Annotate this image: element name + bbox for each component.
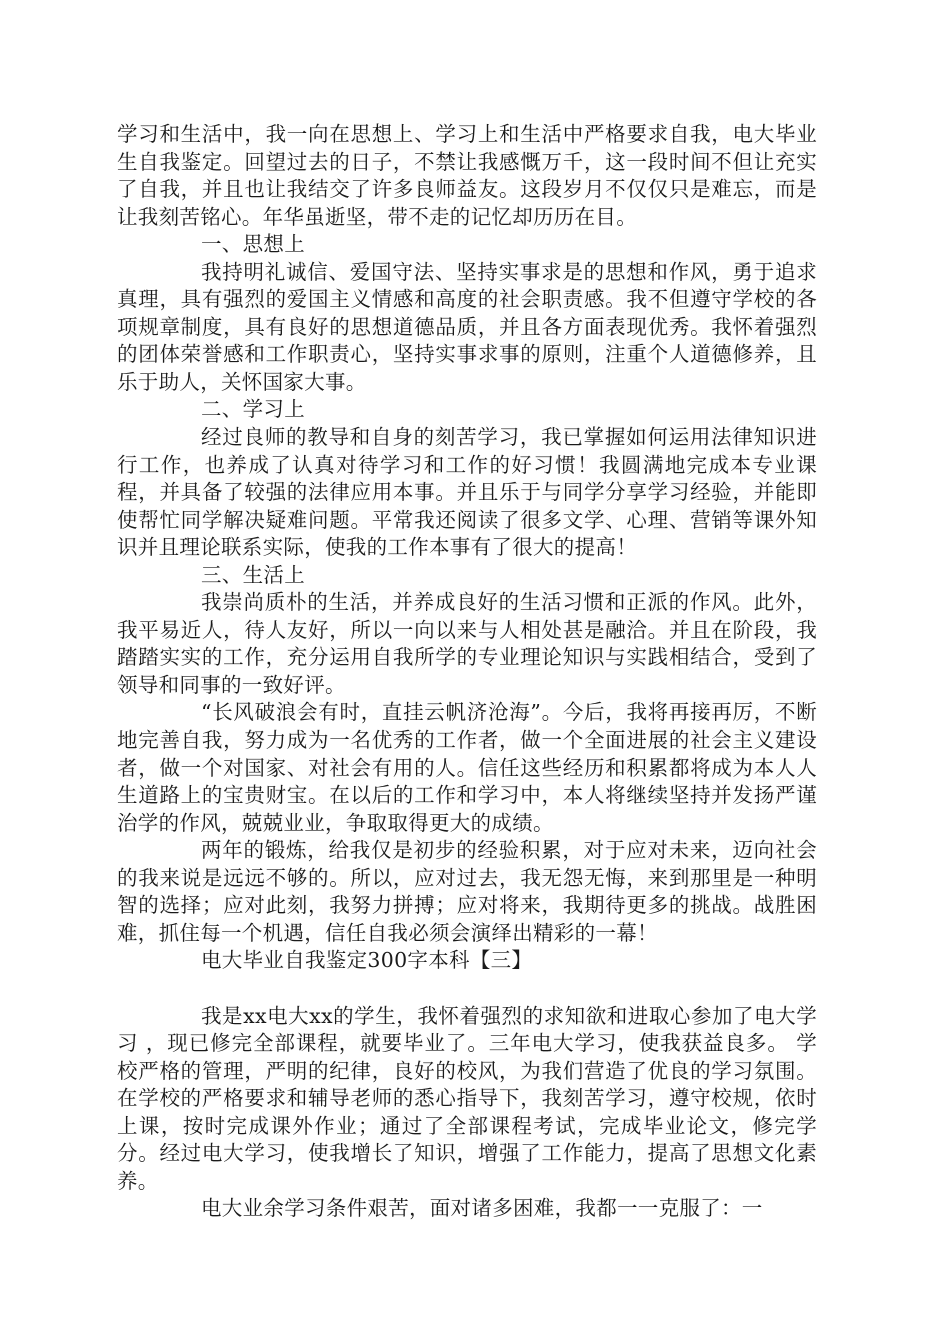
- section-heading-study: 二、学习上: [201, 397, 305, 422]
- blank-line: [117, 975, 817, 1003]
- paragraph-conclusion: 两年的锻炼，给我仅是初步的经验积累，对于应对未来，迈向社会的我来说是远远不够的。所以，应对过去，我无怨无悔，来到那里是一种明智的选择；应对此刻，我努力拼搏；应对将来，我期待更多的挑战。战胜困难，抓住每一个机遇，信任自我必须会演绎出精彩的一幕！: [117, 838, 817, 945]
- document-page: [117, 121, 817, 1223]
- paragraph-self-intro: 我是xx电大xx的学生，我怀着强烈的求知欲和进取心参加了电大学习 ，现已修完全部课程，就要毕业了。三年电大学习，使我获益良多。 学校严格的管理，严明的纪律，良好的校风，为我们营造了优良的学习氛围。在学校的严格要求和辅导老师的悉心指导下，我刻苦学习，遵守校规，依时上课，按时完成课外作业；通过了全部课程考试，完成毕业论文，修完学分。经过电大学习，使我增长了知识，增强了工作能力，提高了思想文化素养。: [117, 1003, 817, 1193]
- paragraph-thought: 我持明礼诚信、爱国守法、坚持实事求是的思想和作风，勇于追求真理，具有强烈的爱国主义情感和高度的社会职责感。我不但遵守学校的各项规章制度，具有良好的思想道德品质，并且各方面表现优秀。我怀着强烈的团体荣誉感和工作职责心，坚持实事求事的原则，注重个人道德修养，且乐于助人，关怀国家大事。: [117, 259, 817, 394]
- section-heading-thought: 一、思想上: [201, 232, 305, 257]
- paragraph-future: “长风破浪会有时，直挂云帆济沧海”。今后，我将再接再厉，不断地完善自我，努力成为一名优秀的工作者，做一个全面进展的社会主义建设者，做一个对国家、对社会有用的人。信任这些经历和积累都将成为本人人生道路上的宝贵财宝。在以后的工作和学习中，本人将继续坚持并发扬严谨治学的作风，兢兢业业，争取取得更大的成绩。: [117, 700, 817, 835]
- section-title-three: 电大毕业自我鉴定300字本科【三】: [201, 948, 533, 973]
- section-heading-life: 三、生活上: [201, 562, 305, 587]
- paragraph-study: 经过良师的教导和自身的刻苦学习，我已掌握如何运用法律知识进行工作，也养成了认真对待学习和工作的好习惯！我圆满地完成本专业课程，并具备了较强的法律应用本事。并且乐于与同学分享学习经验，并能即使帮忙同学解决疑难问题。平常我还阅读了很多文学、心理、营销等课外知识并且理论联系实际，使我的工作本事有了很大的提高！: [117, 425, 817, 560]
- paragraph-difficulties: 电大业余学习条件艰苦，面对诸多困难，我都一一克服了：一: [201, 1196, 763, 1221]
- paragraph-intro: 学习和生活中，我一向在思想上、学习上和生活中严格要求自我，电大毕业生自我鉴定。回望过去的日子，不禁让我感慨万千，这一段时间不但让充实了自我，并且也让我结交了许多良师益友。这段岁月不仅仅只是难忘，而是让我刻苦铭心。年华虽逝坚，带不走的记忆却历历在目。: [117, 122, 817, 229]
- paragraph-life: 我崇尚质朴的生活，并养成良好的生活习惯和正派的作风。此外，我平易近人，待人友好，所以一向以来与人相处甚是融洽。并且在阶段，我踏踏实实的工作，充分运用自我所学的专业理论知识与实践相结合，受到了领导和同事的一致好评。: [117, 590, 817, 697]
